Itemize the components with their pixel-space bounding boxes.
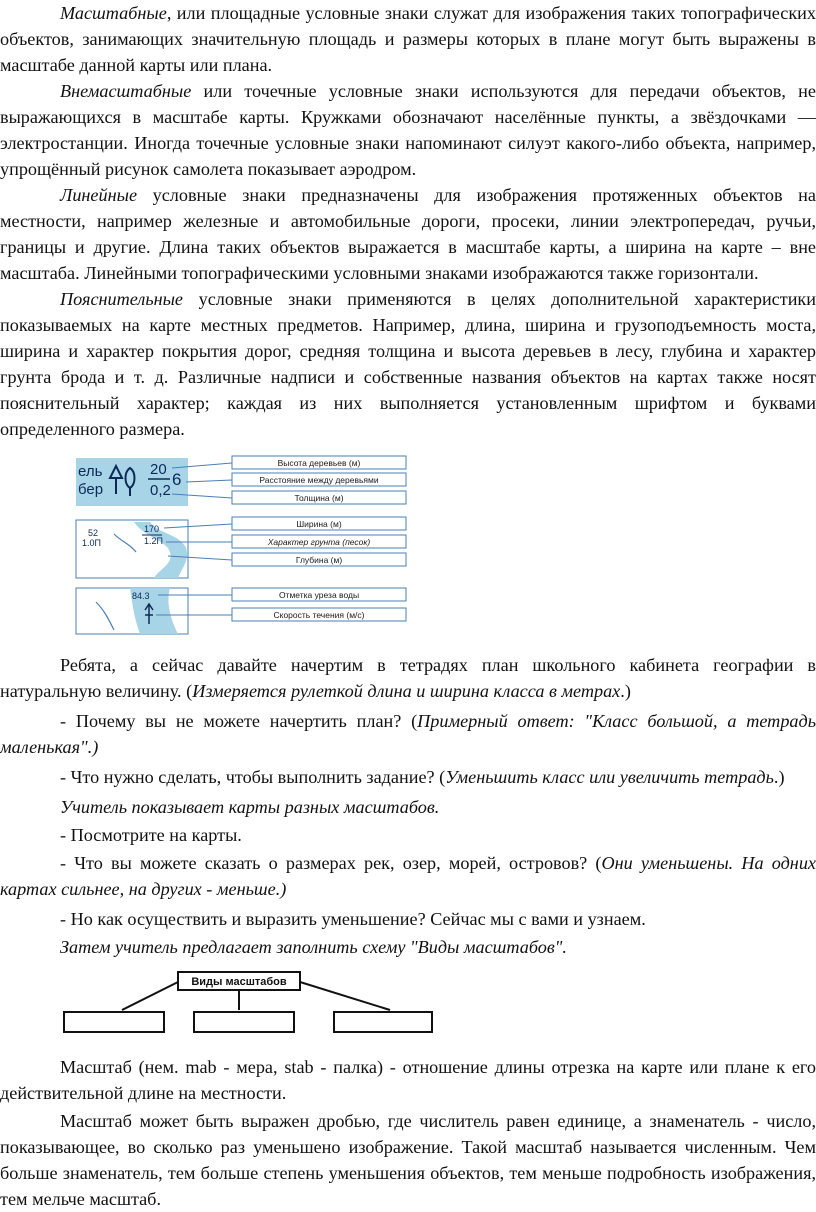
forest-thickness: 0,2 — [150, 482, 171, 499]
dialogue-line-7 — [0, 906, 816, 932]
ford-soil-left: 1.0П — [82, 538, 101, 548]
ford-width: 170 — [144, 524, 160, 534]
forest-height: 20 — [150, 461, 167, 478]
dialogue-text: .) — [773, 767, 785, 787]
dialogue-line-1 — [0, 652, 816, 704]
paragraph-explanatory-signs — [0, 286, 816, 442]
dialogue-text: - Что вы можете сказать о размерах рек, озер, морей, островов? ( — [60, 853, 602, 873]
paragraph-text: или точечные условные знаки используются для передачи объектов, не выражающихся в масштабе карты. Кружками обозначают населённые пункты, а звёздочками — электростанции. Иногда точечные условные знаки напоминают силуэт какого-либо объекта, например, упрощённый рисунок самолета показывает аэродром. — [0, 81, 816, 179]
paragraph-text: Масштаб (нем. mab - мера, stab - палка) - отношение длины отрезка на карте или плане к его действительной длине на местности. — [0, 1057, 816, 1103]
dialogue-remark: Измеряется рулеткой длина и ширина класса в метрах — [192, 681, 621, 701]
dialogue-remark: Учитель показывает карты разных масштабов. — [60, 797, 440, 817]
dialogue-text: - Но как осуществить и выразить уменьшение? Сейчас мы с вами и узнаем. — [60, 909, 646, 929]
dialogue-text: .) — [620, 681, 631, 701]
dialogue-line-2 — [0, 708, 816, 760]
callout-tree-height: Высота деревьев (м) — [277, 458, 361, 468]
text-block-top — [0, 0, 816, 442]
paragraph-text: Масштаб может быть выражен дробью, где числитель равен единице, а знаменатель - число, показывающее, во сколько раз уменьшено изображение. Такой масштаб называется численным. Чем больше знаменатель, тем больше степень уменьшения объектов, тем меньше подробность изображения, тем мельче масштаб. — [0, 1111, 816, 1209]
dialogue-remark: Примерный ответ: "Класс большой, а тетрадь маленькая".) — [0, 711, 816, 757]
forest-callouts — [232, 456, 406, 504]
ford-soil: 1.2П — [144, 536, 163, 546]
dialogue-remark: Они уменьшены. На одних картах сильнее, на других - меньше.) — [0, 853, 816, 899]
paragraph-text: условные знаки применяются в целях дополнительной характеристики показываемых на карте местных предметов. Например, длина, ширина и грузоподъемность моста, ширина и характер покрытия дорог, средняя толщина и высота деревьев в лесу, глубина и характер грунта брода и т. д. Различные надписи и собственные названия объектов на картах также носят пояснительный характер; каждая из них выполняется установленным шрифтом и буквами определенного размера. — [0, 289, 816, 439]
dialogue-remark: Уменьшить класс или увеличить тетрадь — [445, 767, 774, 787]
paragraph-text: , или площадные условные знаки служат для изображения таких топографических объектов, занимающих значительную площадь и размеры которых в плане могут быть выражены в масштабе данной карты или плана. — [0, 3, 816, 75]
callout-depth: Глубина (м) — [295, 555, 343, 565]
callout-tree-thickness: Толщина (м) — [294, 493, 344, 503]
scale-types-scheme — [60, 968, 440, 1038]
dialogue-line-8 — [0, 934, 816, 960]
forest-label-spruce: ель — [78, 463, 103, 480]
dialogue-remark: Затем учитель предлагает заполнить схему "Виды масштабов". — [60, 937, 567, 957]
paragraph-scale-definition — [0, 1054, 816, 1106]
scheme-empty-box-1[interactable] — [64, 1012, 164, 1032]
text-block-dialogue — [0, 652, 816, 960]
term-explanatory: Пояснительные — [60, 289, 184, 309]
term-scale: Масштабные — [60, 3, 167, 23]
water-level-mark: 84.3 — [132, 591, 150, 601]
ford-callouts — [232, 517, 406, 566]
dialogue-text: - Посмотрите на карты. — [60, 825, 242, 845]
paragraph-text: условные знаки предназначены для изображения протяженных объектов на местности, например железные и автомобильные дороги, просеки, линии электропередач, ручьи, границы и другие. Длина таких объектов выражается в масштабе карты, а ширина на карте – вне масштаба. Линейными топографическими условными знаками изображаются также горизонтали. — [0, 185, 816, 283]
paragraph-scale-signs — [0, 0, 816, 78]
explanatory-signs-figure — [74, 452, 414, 638]
dialogue-text: - Почему вы не можете начертить план? ( — [60, 711, 418, 731]
callout-tree-distance: Расстояние между деревьями — [259, 475, 379, 485]
text-block-closing — [0, 1054, 816, 1212]
callout-water-level: Отметка уреза воды — [278, 590, 360, 600]
forest-distance: 6 — [172, 470, 182, 489]
dialogue-line-6 — [0, 850, 816, 902]
term-linear: Линейные — [60, 185, 138, 205]
scheme-empty-box-2[interactable] — [194, 1012, 294, 1032]
dialogue-line-5 — [0, 822, 816, 848]
dialogue-text: Ребята, а сейчас давайте начертим в тетрадях план школьного кабинета географии в натуральную величину. ( — [0, 655, 816, 701]
forest-label-birch: бер — [78, 481, 104, 498]
term-offscale: Внемасштабные — [60, 81, 192, 101]
paragraph-linear-signs — [0, 182, 816, 286]
callout-width: Ширина (м) — [296, 519, 342, 529]
dialogue-line-3 — [0, 764, 816, 790]
paragraph-numeric-scale — [0, 1108, 816, 1212]
dialogue-line-4 — [0, 794, 816, 820]
scheme-title: Виды масштабов — [191, 976, 287, 988]
water-callouts — [232, 588, 406, 621]
callout-soil: Характер грунта (песок) — [267, 537, 371, 547]
dialogue-text: - Что нужно сделать, чтобы выполнить задание? ( — [60, 767, 446, 787]
paragraph-offscale-signs — [0, 78, 816, 182]
scheme-empty-box-3[interactable] — [334, 1012, 432, 1032]
ford-depth-left: 52 — [88, 528, 99, 538]
callout-current-speed: Скорость течения (м/с) — [273, 610, 365, 620]
